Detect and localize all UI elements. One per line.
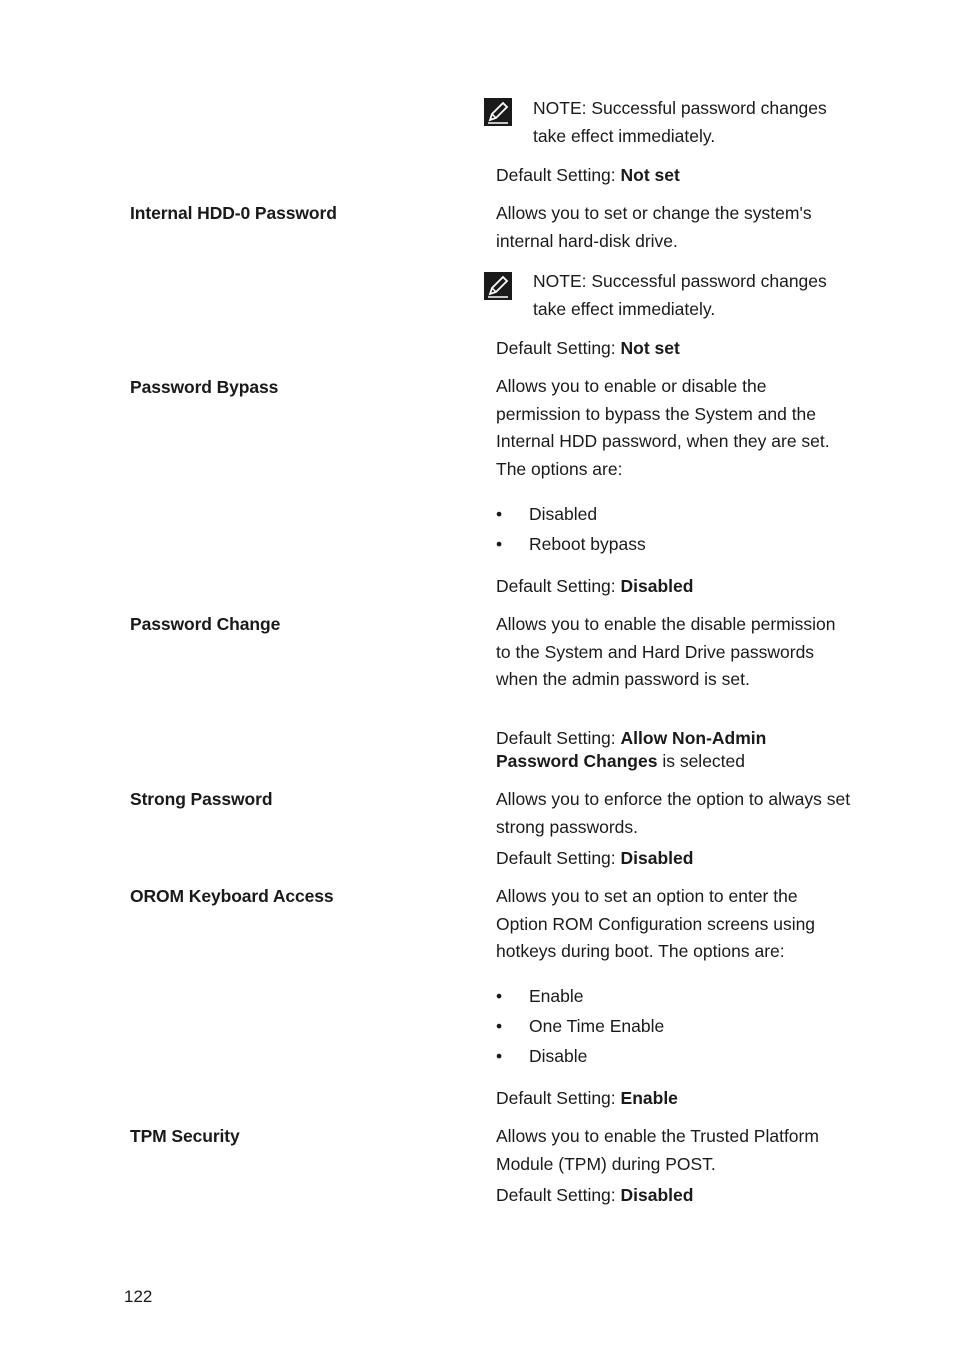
default-setting: [496, 727, 851, 773]
default-value: Disabled: [620, 576, 694, 596]
options-list: [496, 499, 851, 559]
setting-label-strong-password: Strong Password: [130, 789, 273, 809]
default-setting: [496, 1087, 851, 1110]
default-setting: [496, 164, 851, 187]
setting-description-orom-keyboard: Allows you to set an option to enter the Option ROM Configuration screens using hotkeys during boot. The options are:: [496, 886, 816, 961]
option-text: Enable: [529, 986, 584, 1006]
default-value: Not set: [620, 338, 680, 358]
setting-description-strong-password: Allows you to enforce the option to always set strong passwords.: [496, 789, 851, 837]
default-label: Default Setting:: [496, 1088, 616, 1108]
default-label: Default Setting:: [496, 728, 616, 748]
setting-label-internal-hdd: Internal HDD-0 Password: [130, 203, 337, 223]
default-value: Enable: [620, 1088, 678, 1108]
default-value: Allow Non-Admin Password Changes: [496, 728, 767, 771]
bullet-icon: •: [496, 504, 503, 524]
default-label: Default Setting:: [496, 576, 616, 596]
note-body: Successful password changes take effect immediately.: [533, 98, 827, 146]
option-text: Disable: [529, 1046, 588, 1066]
default-label: Default Setting:: [496, 165, 616, 185]
options-list: [496, 981, 851, 1071]
default-label: Default Setting:: [496, 848, 616, 868]
default-setting: [496, 575, 851, 598]
list-item: [496, 1011, 851, 1041]
setting-label-password-bypass: Password Bypass: [130, 377, 279, 397]
setting-description-password-bypass: Allows you to enable or disable the permission to bypass the System and the Internal HDD password, when they are set. The options are:: [496, 376, 830, 479]
setting-label-orom-keyboard: OROM Keyboard Access: [130, 886, 334, 906]
setting-description-internal-hdd: Allows you to set or change the system's internal hard-disk drive.: [496, 203, 812, 251]
note-text: [533, 95, 853, 150]
note-title: NOTE:: [533, 98, 587, 118]
list-item: [496, 1041, 851, 1071]
option-text: Disabled: [529, 504, 598, 524]
option-text: One Time Enable: [529, 1016, 665, 1036]
default-label: Default Setting:: [496, 338, 616, 358]
bullet-icon: •: [496, 986, 503, 1006]
bullet-icon: •: [496, 534, 503, 554]
note-pencil-icon: [484, 98, 512, 126]
note-body: Successful password changes take effect immediately.: [533, 271, 827, 319]
note-text: [533, 268, 853, 323]
setting-description-tpm-security: Allows you to enable the Trusted Platform Module (TPM) during POST.: [496, 1126, 819, 1174]
setting-label-password-change: Password Change: [130, 614, 281, 634]
list-item: [496, 529, 851, 559]
page-number: 122: [124, 1287, 153, 1306]
default-value: Not set: [620, 165, 680, 185]
note-title: NOTE:: [533, 271, 587, 291]
bullet-icon: •: [496, 1046, 503, 1066]
default-value: Disabled: [620, 1185, 694, 1205]
default-setting: [496, 1184, 851, 1207]
setting-description-password-change: Allows you to enable the disable permission to the System and Hard Drive passwords when the admin password is set.: [496, 614, 836, 689]
default-setting: [496, 337, 851, 360]
default-setting: [496, 847, 851, 870]
list-item: [496, 981, 851, 1011]
option-text: Reboot bypass: [529, 534, 646, 554]
note-pencil-icon: [484, 272, 512, 300]
setting-label-tpm-security: TPM Security: [130, 1126, 240, 1146]
default-value: Disabled: [620, 848, 694, 868]
list-item: [496, 499, 851, 529]
default-label: Default Setting:: [496, 1185, 616, 1205]
default-suffix: is selected: [662, 751, 746, 771]
bullet-icon: •: [496, 1016, 503, 1036]
